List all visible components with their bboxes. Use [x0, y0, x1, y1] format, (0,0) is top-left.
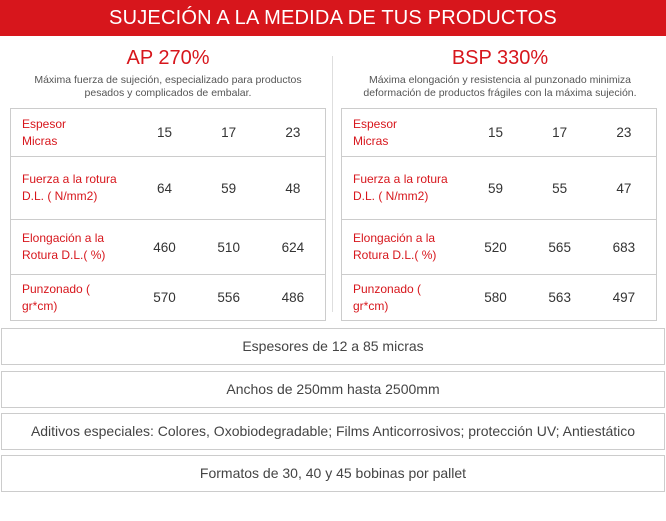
spec-table-ap [10, 108, 326, 321]
table-cell: 48 [261, 157, 326, 220]
product-bsp-header [340, 44, 660, 100]
product-description: Máxima elongación y resistencia al punzonado minimiza deformación de productos frágiles con la máxima sujeción. [363, 74, 637, 99]
table-cell: 59 [463, 157, 527, 220]
row-label-line: Espesor [22, 116, 67, 131]
table-cell: 64 [132, 157, 196, 220]
table-cell: 565 [528, 220, 592, 275]
table-cell: 556 [217, 290, 240, 305]
row-label [11, 220, 133, 275]
product-title: AP 270% [126, 47, 210, 69]
table-cell: 15 [463, 109, 527, 157]
product-description: Máxima fuerza de sujeción, especializado para productos pesados y complicados de embalar. [34, 74, 302, 99]
row-label-line: Rotura D.L.( %) [22, 248, 106, 262]
row-label-line: Fuerza a la rotura [353, 172, 448, 186]
row-label-line: gr*cm) [22, 298, 58, 313]
product-ap-header [8, 44, 328, 100]
table-row [342, 109, 657, 157]
table-cell: 47 [592, 157, 657, 220]
row-label-line: D.L. ( N/mm2) [22, 189, 98, 203]
row-label-line: Micras [353, 133, 389, 148]
row-label-line: Elongación a la [22, 231, 105, 245]
page-banner: SUJECIÓN A LA MEDIDA DE TUS PRODUCTOS [0, 0, 666, 36]
table-cell: 17 [528, 109, 592, 157]
row-label [11, 157, 133, 220]
row-label-line: Punzonado ( [22, 281, 91, 296]
table-cell: 460 [132, 220, 196, 275]
table-cell: 624 [261, 220, 326, 275]
table-row [342, 157, 657, 220]
row-label-line: Rotura D.L.( %) [353, 248, 437, 262]
table-row [11, 157, 326, 220]
feature-formats: Formatos de 30, 40 y 45 bobinas por pallet [1, 455, 665, 492]
feature-thickness: Espesores de 12 a 85 micras [1, 328, 665, 365]
row-label [11, 109, 133, 157]
row-label [11, 275, 133, 321]
row-label-line: D.L. ( N/mm2) [353, 189, 429, 203]
column-divider [332, 56, 333, 312]
table-row [342, 275, 657, 321]
feature-additives: Aditivos especiales: Colores, Oxobiodegradable; Films Anticorrosivos; protección UV; Antiestático [1, 413, 665, 450]
row-label [342, 220, 464, 275]
table-cell: 580 [484, 290, 507, 305]
table-cell: 570 [153, 290, 176, 305]
table-cell: 510 [197, 220, 261, 275]
table-row [11, 220, 326, 275]
table-cell: 15 [132, 109, 196, 157]
row-label-line: gr*cm) [353, 298, 389, 313]
row-label [342, 109, 464, 157]
feature-widths: Anchos de 250mm hasta 2500mm [1, 371, 665, 408]
table-cell: 563 [548, 290, 571, 305]
table-cell: 486 [281, 290, 305, 305]
table-cell: 683 [592, 220, 657, 275]
table-row [342, 220, 657, 275]
row-label-line: Fuerza a la rotura [22, 172, 117, 186]
table-cell: 23 [261, 109, 326, 157]
table-cell: 520 [463, 220, 527, 275]
product-title: BSP 330% [451, 47, 549, 69]
row-label-line: Espesor [353, 116, 398, 131]
row-label-line: Micras [22, 133, 58, 148]
table-row [11, 109, 326, 157]
table-cell: 55 [528, 157, 592, 220]
row-label-line: Punzonado ( [353, 281, 422, 296]
table-row [11, 275, 326, 321]
table-cell: 17 [197, 109, 261, 157]
row-label-line: Elongación a la [353, 231, 436, 245]
row-label [342, 275, 464, 321]
spec-table-bsp [341, 108, 657, 321]
table-cell: 59 [197, 157, 261, 220]
table-cell: 497 [612, 290, 636, 305]
row-label [342, 157, 464, 220]
table-cell: 23 [592, 109, 657, 157]
